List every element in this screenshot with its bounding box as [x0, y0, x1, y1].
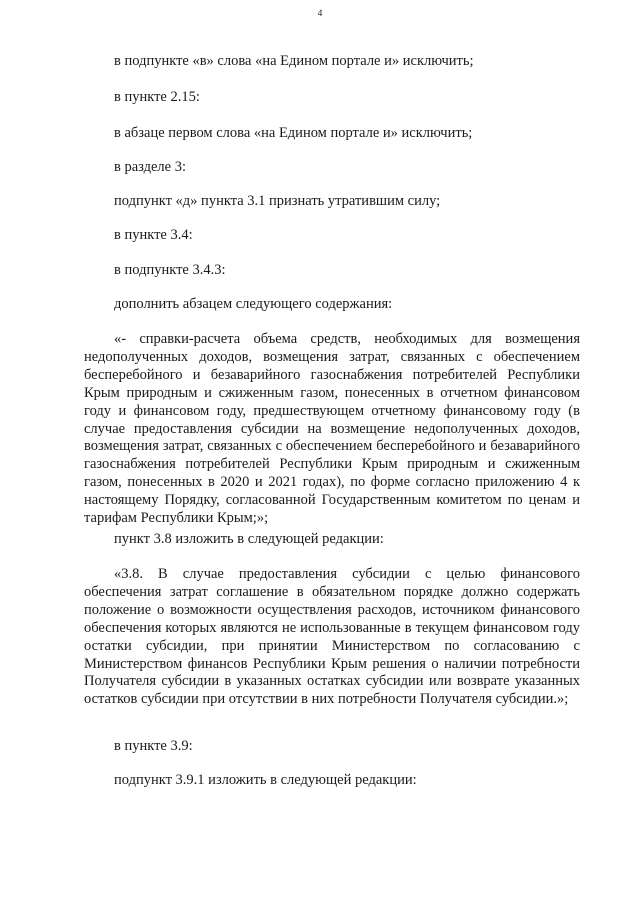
text-line-first-paragraph: в абзаце первом слова «на Едином портале и» исключить; [114, 125, 473, 141]
text-line-subitem-3-9-1: подпункт 3.9.1 изложить в следующей редакции: [114, 772, 417, 788]
text-line-subitem-3-4-3: в подпункте 3.4.3: [114, 262, 226, 278]
text-line-item-3-8: пункт 3.8 изложить в следующей редакции: [114, 531, 384, 547]
text-line-subitem-d: подпункт «д» пункта 3.1 признать утратившим силу; [114, 193, 441, 209]
quoted-paragraph-certificate: «- справки-расчета объема средств, необходимых для возмещения недополученных доходов, возмещения затрат, связанных с обеспечением бесперебойного и безаварийного газоснабжения потребителей Республики Крым природным и сжиженным газом, понесенных в отчетном финансовом году и финансовом году, предшествующем отчетному финансовому году (в случае предоставления субсидии на возмещение недополученных доходов, возмещения затрат, связанных с обеспечением бесперебойного и безаварийного газоснабжения потребителей Республики Крым природным и сжиженным газом, понесенных в 2020 и 2021 годах), по форме согласно приложению 4 к настоящему Порядку, согласованной Государственным комитетом по ценам и тарифам Республики Крым;»; [84, 331, 580, 527]
text-line-add-paragraph: дополнить абзацем следующего содержания: [114, 296, 393, 312]
text-line-item-2-15: в пункте 2.15: [114, 89, 200, 105]
text-line-item-3-9: в пункте 3.9: [114, 738, 193, 754]
quoted-paragraph-3-8: «3.8. В случае предоставления субсидии с целью финансового обеспечения затрат соглашение в обязательном порядке должно содержать положение о возможности осуществления расходов, источником финансового обеспечения которых являются не использованные в текущем финансовом году остатки субсидии, при принятии Министерством по согласованию с Министерством финансов Республики Крым решения о наличии потребности Получателя субсидии в указанных остатках субсидии или возврате указанных остатков субсидии при отсутствии в них потребности Получателя субсидии.»; [84, 566, 580, 708]
text-line-item-3-4: в пункте 3.4: [114, 227, 193, 243]
page-number: 4 [317, 8, 323, 18]
text-line-subitem-v: в подпункте «в» слова «на Едином портале и» исключить; [114, 53, 474, 69]
text-line-section-3: в разделе 3: [114, 159, 187, 175]
